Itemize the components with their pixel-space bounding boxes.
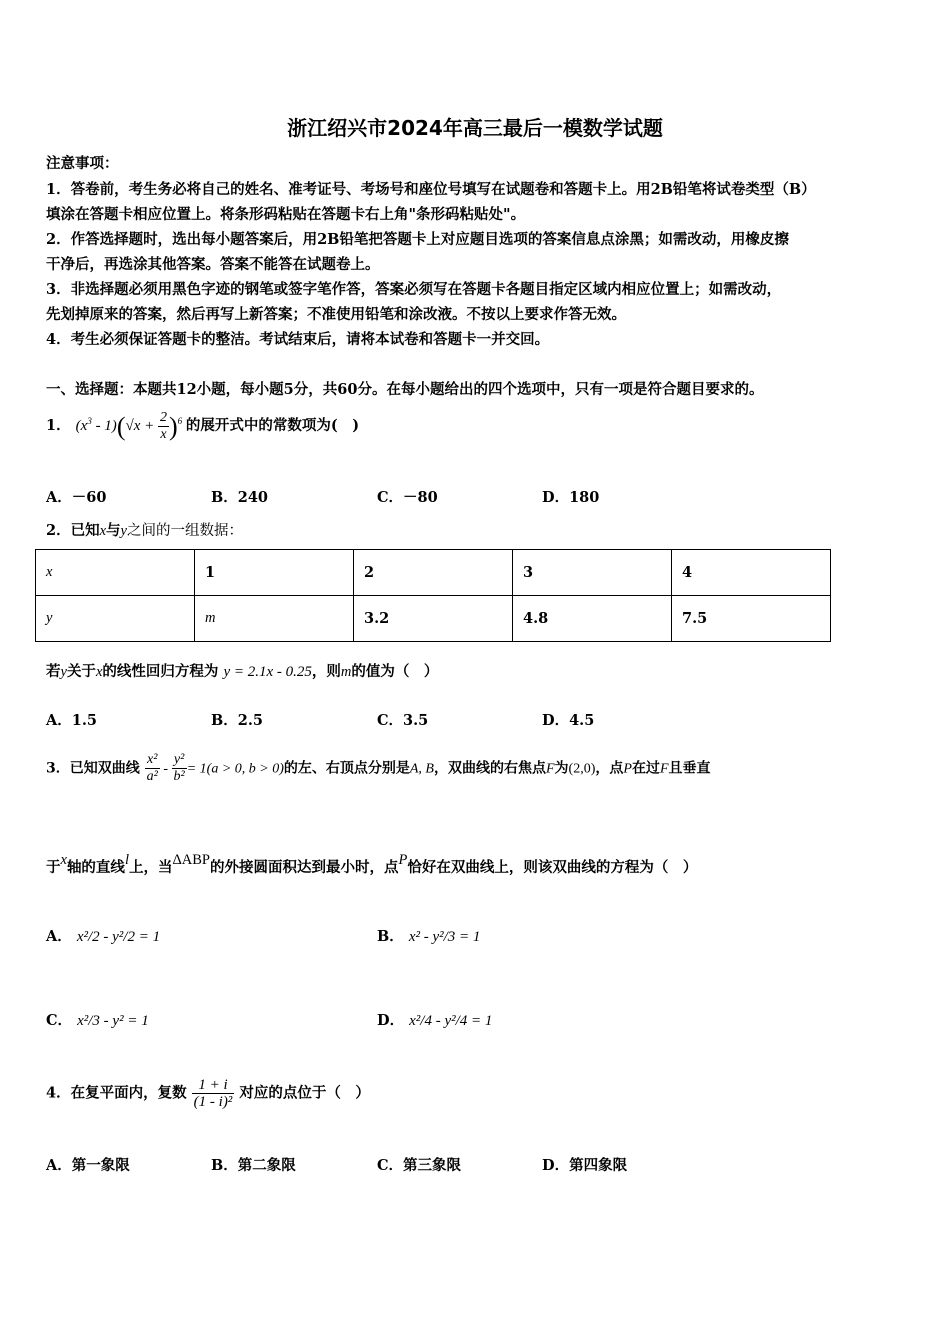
table-cell: x [36,550,195,596]
question-3: 3．已知双曲线 $\frac{\text{x²}}{\text{a²}}$ - $\frac{\text{y²}}{\text{b²}}$ = 1(a > 0, b > 0)的左、右顶点分别是A, B，双曲线的右焦点F为(2,0)，点P在过F且垂直 [46,752,711,784]
q2-option-b[interactable]: B．2.5 [211,712,263,729]
q2-option-c[interactable]: C．3.5 [377,712,429,729]
notice-line: 1．答卷前，考生务必将自己的姓名、准考证号、考场号和座位号填写在试题卷和答题卡上。用2B铅笔将试卷类型（B） [46,181,816,198]
q3-option-a[interactable]: A． x²/2 - y²/2 = 1 [46,928,161,945]
q3-option-c[interactable]: C． x²/3 - y² = 1 [46,1012,149,1029]
section-heading: 一、选择题：本题共12小题，每小题5分，共60分。在每小题给出的四个选项中，只有一项是符合题目要求的。 [46,381,764,398]
q1-option-d[interactable]: D．180 [542,489,600,506]
question-4: 4．在复平面内，复数 $\frac{1 + i}{\text{(1 - i)²}}$ 对应的点位于（ ） [46,1077,370,1110]
q1-option-c[interactable]: C．－80 [377,489,438,506]
table-cell: 4 [672,550,831,596]
page-title: 浙江绍兴市2024年高三最后一模数学试题 [287,116,663,140]
q4-option-a[interactable]: A．第一象限 [46,1157,130,1174]
notice-line: 干净后，再选涂其他答案。答案不能答在试题卷上。 [46,256,380,273]
table-row [36,596,831,642]
table-cell: 7.5 [672,596,831,642]
notice-line: 3．非选择题必须用黑色字迹的钢笔或签字笔作答，答案必须写在答题卡各题目指定区域内相应位置上；如需改动， [46,281,782,298]
notice-line: 填涂在答题卡相应位置上。将条形码粘贴在答题卡右上角"条形码粘贴处"。 [46,206,526,223]
q1-option-b[interactable]: B．240 [211,489,269,506]
question-2: 2．已知x与y之间的一组数据： [46,522,243,539]
question-1 [46,410,359,443]
q3-line-2: 于x轴的直线l上，当ΔABP的外接圆面积达到最小时，点P恰好在双曲线上，则该双曲线的方程为（ ） [46,852,698,876]
notice-line: 先划掉原来的答案，然后再写上新答案；不准使用铅笔和涂改液。不按以上要求作答无效。 [46,306,626,323]
q2-option-d[interactable]: D．4.5 [542,712,595,729]
table-cell: 3.2 [354,596,513,642]
table-cell: 4.8 [513,596,672,642]
table-cell: m [195,596,354,642]
notice-line: 4．考生必须保证答题卡的整洁。考试结束后，请将本试卷和答题卡一并交回。 [46,331,550,348]
q4-option-b[interactable]: B．第二象限 [211,1157,296,1174]
q1-stem: 的展开式中的常数项为( ) [185,416,360,434]
table-cell: 1 [195,550,354,596]
q2-option-a[interactable]: A．1.5 [46,712,97,729]
q1-expression: $(x^3 - 1)(√x$ + $\frac{2}{x}$ )$^6$ [75,410,183,442]
notice-heading: 注意事项： [46,155,119,172]
table-cell: y [36,596,195,642]
q3-option-d[interactable]: D． x²/4 - y²/4 = 1 [377,1012,493,1029]
q3-option-b[interactable]: B． x² - y²/3 = 1 [377,928,481,945]
q4-option-d[interactable]: D．第四象限 [542,1157,628,1174]
table-cell: 3 [513,550,672,596]
data-table [35,549,831,642]
notice-line: 2．作答选择题时，选出每小题答案后，用2B铅笔把答题卡上对应题目选项的答案信息点涂黑；如需改动，用橡皮擦 [46,231,789,248]
hyperbola-condition: = 1(a > 0, b > 0) [186,761,284,777]
table-cell: 2 [354,550,513,596]
table-row [36,550,831,596]
q2-condition: 若y关于x的线性回归方程为 y = 2.1x - 0.25，则m的值为（ ） [46,663,439,680]
q1-option-a[interactable]: A．－60 [46,489,107,506]
question-number: 1． [46,416,71,434]
regression-equation: y = 2.1x - 0.25 [223,664,312,680]
q4-option-c[interactable]: C．第三象限 [377,1157,462,1174]
